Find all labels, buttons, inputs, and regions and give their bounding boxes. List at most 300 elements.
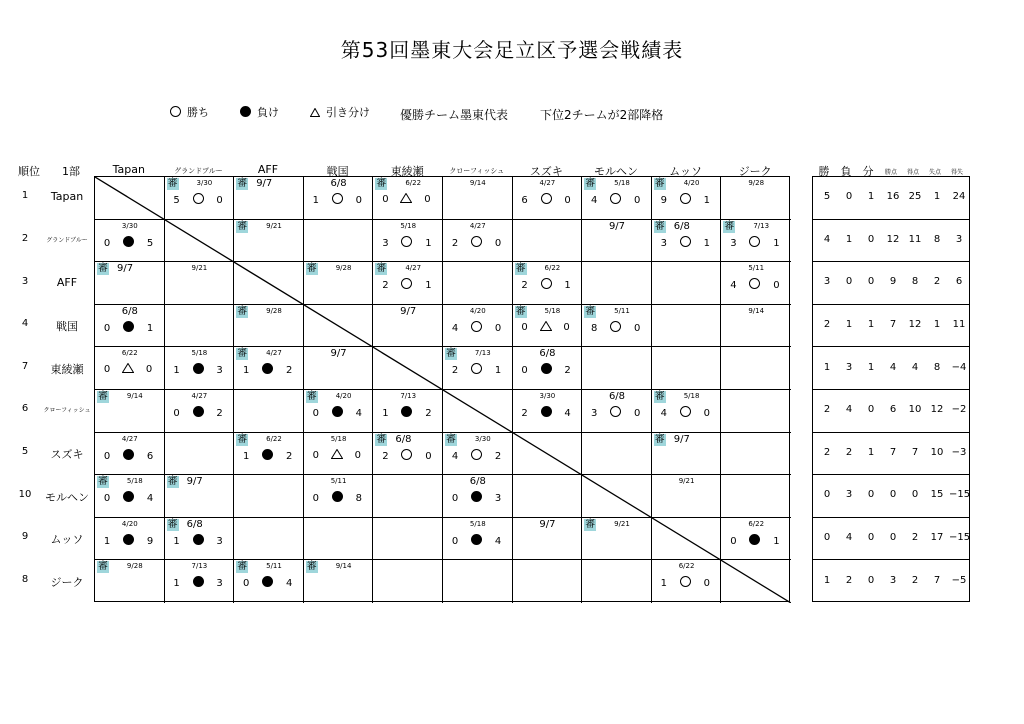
match-date: 3/30: [121, 221, 138, 230]
match-date: 6/8: [330, 178, 347, 189]
standings-value: 9: [889, 276, 897, 288]
match-date: 3/30: [539, 392, 556, 400]
match-date: 6/22: [544, 264, 561, 273]
match-score: [171, 193, 226, 206]
match-result: [513, 347, 583, 390]
row-rank: 6: [21, 403, 29, 415]
match-result: [652, 177, 722, 220]
match-result: [373, 262, 443, 305]
column-header-team: モルヘン: [593, 165, 638, 178]
match-result: [165, 560, 235, 603]
match-date: 9/28: [266, 306, 282, 315]
match-date: 3/30: [474, 434, 491, 443]
standings-value: 0: [867, 276, 875, 288]
match-date: 9/7: [330, 348, 347, 360]
header-goals-against: 失点: [928, 169, 941, 176]
row-rank: 3: [21, 275, 29, 287]
lose-dot-icon: [193, 406, 204, 417]
standings-value: 12: [930, 404, 944, 416]
header-goals-for: 得点: [906, 169, 919, 176]
legend-draw: [310, 104, 370, 120]
match-date: 9/28: [126, 562, 143, 571]
score-away: 0: [354, 449, 361, 461]
row-rank: 1: [21, 190, 29, 202]
row-team-name: ムッソ: [50, 533, 84, 547]
match-score: [101, 321, 156, 334]
score-home: 8: [591, 322, 598, 334]
referee-badge: 審: [585, 178, 596, 189]
score-away: 2: [564, 365, 571, 377]
row-rank: 2: [21, 232, 29, 244]
win-circle-icon: [680, 236, 691, 247]
standings-value: 1: [845, 233, 853, 245]
match-result: [95, 475, 165, 518]
score-away: 2: [494, 450, 502, 462]
lose-dot-icon: [123, 449, 134, 460]
results-grid: [94, 176, 790, 602]
referee-badge: 審: [585, 305, 596, 317]
legend-note2: 下位2チームが2部降格: [540, 108, 664, 122]
standings-value: 1: [867, 191, 875, 203]
score-away: 2: [425, 408, 432, 419]
standings-value: 4: [911, 361, 919, 373]
column-header-team: クローフィッシュ: [449, 167, 505, 175]
referee-badge: 審: [654, 220, 665, 232]
match-score: [101, 363, 155, 375]
match-date: 9/7: [400, 305, 417, 317]
standings-value: 0: [867, 574, 875, 586]
match-date: 4/20: [335, 392, 352, 400]
standings-value: 0: [845, 276, 853, 288]
page-title: 第53回墨東大会足立区予選会戦績表: [340, 38, 684, 62]
match-score: [658, 576, 713, 589]
match-score: [379, 236, 434, 249]
score-away: 1: [773, 535, 780, 547]
match-score: [658, 236, 713, 249]
score-home: 0: [451, 493, 459, 505]
score-away: 1: [146, 322, 154, 334]
standings-value: 8: [933, 361, 941, 373]
score-away: 4: [146, 493, 154, 505]
match-date: 5/18: [126, 477, 143, 486]
win-circle-icon: [610, 321, 621, 332]
header-win: 勝: [818, 165, 830, 178]
standings-value: 0: [823, 489, 831, 501]
match-score: [101, 236, 156, 249]
match-result: [652, 560, 722, 603]
draw-triangle-icon: [310, 108, 320, 117]
standings-value: 10: [908, 404, 922, 416]
score-home: 0: [312, 408, 319, 419]
standings-value: 24: [952, 191, 966, 203]
legend-draw-label: 引き分け: [326, 106, 370, 119]
referee-badge: 審: [237, 561, 248, 573]
standings-value: 1: [933, 191, 941, 203]
win-circle-icon: [332, 193, 343, 204]
referee-badge: 審: [98, 391, 108, 402]
lose-dot-icon: [193, 534, 204, 545]
score-home: 3: [382, 237, 389, 249]
row-rank: 10: [18, 488, 32, 500]
match-result: [95, 390, 165, 433]
standings-row: [813, 560, 969, 603]
legend-win: [170, 104, 209, 120]
score-away: 0: [634, 322, 641, 334]
match-result: [234, 433, 304, 476]
referee-badge: 審: [654, 433, 665, 445]
standings-value: 1: [823, 574, 831, 586]
match-result: [652, 220, 722, 263]
match-result: [304, 475, 374, 518]
match-result: [95, 560, 165, 603]
referee-badge: 審: [724, 220, 735, 232]
match-date: 6/8: [539, 348, 556, 360]
match-result: [443, 220, 513, 263]
match-score: [727, 278, 782, 291]
match-result: [165, 177, 235, 220]
standings-value: 17: [930, 532, 944, 544]
score-away: 1: [773, 237, 780, 249]
match-score: [101, 491, 156, 504]
column-header-team: 東綾瀬: [390, 165, 424, 178]
match-date: 5/18: [469, 519, 486, 528]
match-date: 5/18: [544, 306, 561, 315]
standings-value: 3: [845, 361, 853, 373]
match-score: [449, 534, 504, 547]
standings-value: 1: [867, 361, 875, 373]
referee-badge: 審: [376, 178, 387, 189]
match-score: [310, 406, 365, 419]
standings-value: 4: [845, 532, 853, 544]
match-result: [652, 475, 722, 518]
win-circle-icon: [680, 193, 691, 204]
standings-value: 3: [845, 489, 853, 501]
lose-dot-icon: [401, 406, 412, 417]
standings-value: 0: [823, 532, 831, 544]
referee-badge: 審: [98, 561, 108, 573]
score-home: 3: [660, 237, 667, 249]
row-team-name: Tapan: [50, 190, 84, 204]
lose-dot-icon: [471, 534, 482, 545]
lose-dot-icon: [262, 449, 273, 460]
score-home: 0: [312, 449, 319, 461]
match-date: 4/27: [539, 179, 556, 187]
standings-value: 10: [930, 446, 944, 458]
score-home: 1: [243, 450, 250, 462]
referee-badge: 審: [237, 305, 248, 317]
match-date: 6/8: [121, 305, 138, 317]
standings-value: 2: [823, 404, 831, 416]
standings-value: 5: [823, 191, 831, 203]
referee-badge: 審: [167, 518, 178, 530]
legend-lose: [240, 104, 279, 120]
match-date: 9/28: [748, 179, 765, 187]
row-team-name: 東綾瀬: [50, 362, 84, 376]
standings-value: −2: [951, 404, 967, 416]
lose-dot-icon: [332, 406, 343, 417]
standings-value: 1: [933, 319, 941, 331]
score-home: 1: [243, 365, 250, 377]
row-team-name: 戦国: [56, 320, 78, 334]
match-result: [443, 305, 513, 348]
column-header-team: AFF: [257, 163, 279, 176]
lose-dot-icon: [541, 406, 552, 417]
standings-value: 0: [867, 489, 875, 501]
score-home: 1: [660, 578, 667, 590]
match-result: [582, 177, 652, 220]
lose-dot-icon: [262, 363, 273, 374]
match-result: [582, 518, 652, 561]
score-away: 0: [216, 195, 223, 206]
match-score: [519, 321, 573, 333]
score-away: 9: [146, 535, 154, 547]
score-away: 0: [634, 195, 641, 206]
win-circle-icon: [610, 406, 621, 417]
match-date: 9/14: [126, 392, 143, 400]
match-result: [304, 433, 374, 476]
match-date: 9/21: [266, 221, 282, 230]
win-circle-icon: [749, 278, 760, 289]
match-date: 4/27: [191, 392, 208, 400]
match-score: [519, 363, 574, 376]
match-score: [101, 534, 156, 547]
match-result: [234, 177, 304, 220]
match-date: 9/7: [186, 476, 203, 488]
match-result: [304, 347, 374, 390]
score-home: 0: [730, 535, 737, 547]
score-home: 1: [173, 578, 180, 590]
match-date: 4/20: [469, 306, 486, 315]
match-result: [304, 390, 374, 433]
standings-row: [813, 305, 969, 348]
row-rank: 7: [21, 360, 29, 372]
score-home: 4: [451, 322, 459, 334]
standings-value: 6: [955, 276, 963, 288]
standings-row: [813, 347, 969, 390]
match-score: [240, 363, 295, 376]
column-header-team: Tapan: [112, 163, 145, 176]
win-circle-icon: [401, 278, 412, 289]
score-home: 1: [173, 535, 180, 547]
score-home: 0: [451, 535, 459, 547]
score-away: 3: [216, 535, 223, 547]
standings-value: 4: [889, 361, 897, 373]
score-away: 1: [494, 365, 502, 377]
row-rank: 5: [21, 445, 29, 457]
score-away: 6: [146, 450, 154, 462]
win-circle-icon: [749, 236, 760, 247]
match-date: 5/11: [748, 264, 765, 273]
lose-dot-icon: [123, 236, 134, 247]
score-home: 2: [451, 237, 459, 249]
standings-value: 0: [867, 233, 875, 245]
score-home: 0: [382, 194, 389, 205]
match-date: 6/8: [186, 518, 203, 530]
match-score: [379, 193, 433, 205]
win-circle-icon: [680, 406, 691, 417]
score-away: 4: [355, 408, 362, 419]
match-result: [721, 177, 791, 220]
standings-value: 2: [933, 276, 941, 288]
row-rank: 4: [21, 318, 29, 330]
row-rank: 9: [21, 531, 29, 543]
match-result: [304, 177, 374, 220]
match-result: [373, 433, 443, 476]
score-home: 2: [382, 280, 389, 292]
match-date: 5/18: [683, 392, 700, 400]
score-home: 3: [730, 237, 737, 249]
standings-value: 0: [867, 404, 875, 416]
match-date: 9/21: [191, 264, 208, 273]
match-score: [519, 193, 574, 206]
standings-row: [813, 177, 969, 220]
match-date: 6/8: [673, 220, 690, 232]
match-score: [310, 193, 365, 206]
score-away: 4: [564, 408, 571, 419]
referee-badge: 審: [585, 518, 596, 530]
column-header-team: グランドブルー: [174, 167, 223, 175]
standings-value: 11: [952, 319, 966, 331]
referee-badge: 審: [98, 263, 108, 275]
standings-value: 7: [911, 446, 919, 458]
lose-dot-icon: [262, 576, 273, 587]
score-away: 0: [494, 322, 502, 334]
standings-value: 3: [823, 276, 831, 288]
standings-value: −15: [949, 532, 971, 544]
match-date: 9/7: [539, 518, 556, 530]
standings-value: −5: [951, 574, 967, 586]
score-away: 0: [703, 408, 710, 419]
standings-value: 0: [867, 532, 875, 544]
standings-value: 0: [889, 489, 897, 501]
win-circle-icon: [541, 278, 552, 289]
score-away: 0: [424, 194, 431, 205]
match-date: 9/7: [673, 433, 690, 445]
match-date: 9/7: [256, 178, 273, 189]
match-date: 4/27: [121, 434, 138, 443]
match-score: [658, 193, 713, 206]
column-header-team: 戦国: [326, 165, 349, 178]
column-header-team: ムッソ: [669, 165, 703, 178]
match-date: 9/7: [117, 263, 134, 275]
referee-badge: 審: [446, 433, 456, 445]
referee-badge: 審: [306, 263, 317, 275]
match-date: 4/27: [266, 349, 282, 358]
match-score: [449, 321, 504, 334]
match-date: 9/21: [678, 477, 695, 486]
standings-value: 7: [933, 574, 941, 586]
standings-value: 1: [823, 361, 831, 373]
score-away: 0: [563, 321, 570, 333]
standings-value: 15: [930, 489, 944, 501]
match-result: [513, 262, 583, 305]
score-away: 1: [425, 280, 432, 292]
match-result: [513, 390, 583, 433]
standings-value: 0: [911, 489, 919, 501]
referee-badge: 審: [654, 178, 665, 189]
score-away: 0: [355, 195, 362, 206]
standings-value: 2: [911, 532, 919, 544]
match-result: [721, 305, 791, 348]
row-team-name: クローフィッシュ: [43, 407, 91, 415]
match-date: 3/30: [196, 179, 213, 187]
score-home: 0: [521, 321, 528, 333]
score-away: 0: [564, 195, 571, 206]
match-date: 5/18: [400, 221, 417, 230]
match-score: [588, 193, 643, 206]
match-date: 5/11: [614, 306, 630, 315]
draw-triangle-icon: [331, 449, 343, 459]
standings-row: [813, 262, 969, 305]
match-result: [95, 433, 165, 476]
win-circle-icon: [541, 193, 552, 204]
match-result: [165, 262, 235, 305]
match-date: 4/20: [121, 519, 138, 528]
referee-badge: 審: [237, 433, 248, 445]
referee-badge: 審: [306, 391, 317, 402]
standings-value: 2: [845, 446, 853, 458]
header-rank: 順位: [18, 165, 40, 178]
score-home: 5: [173, 195, 180, 206]
match-result: [373, 390, 443, 433]
standings-row: [813, 433, 969, 476]
match-result: [95, 220, 165, 263]
match-score: [727, 236, 782, 249]
match-result: [373, 177, 443, 220]
standings-row: [813, 475, 969, 518]
standings-value: 8: [911, 276, 919, 288]
score-away: 4: [494, 535, 502, 547]
standings-value: 11: [908, 233, 922, 245]
match-score: [449, 449, 504, 462]
score-home: 4: [660, 408, 667, 419]
standings-value: 2: [911, 574, 919, 586]
match-date: 7/13: [474, 349, 491, 358]
lose-dot-icon: [123, 491, 134, 502]
match-date: 9/7: [608, 220, 626, 232]
match-date: 6/8: [608, 391, 626, 402]
lose-dot-icon: [541, 363, 552, 374]
match-score: [588, 321, 643, 334]
score-away: 2: [286, 365, 293, 377]
row-team-name: グランドブルー: [46, 236, 88, 244]
match-score: [101, 449, 156, 462]
row-team-name: モルヘン: [45, 490, 89, 504]
match-score: [171, 406, 226, 419]
standings-value: 4: [823, 233, 831, 245]
score-home: 4: [591, 195, 598, 206]
match-result: [443, 475, 513, 518]
match-score: [379, 278, 434, 291]
standings-value: 0: [845, 191, 853, 203]
referee-badge: 審: [98, 476, 108, 488]
standings-value: 16: [886, 191, 900, 203]
match-result: [304, 262, 374, 305]
standings-value: 8: [933, 233, 941, 245]
match-result: [304, 560, 374, 603]
standings-value: 2: [823, 446, 831, 458]
match-result: [582, 305, 652, 348]
match-result: [234, 220, 304, 263]
win-circle-icon: [401, 449, 412, 460]
match-date: 9/14: [469, 179, 486, 187]
standings-value: 12: [886, 233, 900, 245]
standings-value: 2: [845, 574, 853, 586]
header-draw: 分: [862, 165, 874, 178]
score-away: 1: [425, 237, 432, 249]
match-date: 7/13: [400, 392, 417, 400]
match-result: [443, 518, 513, 561]
